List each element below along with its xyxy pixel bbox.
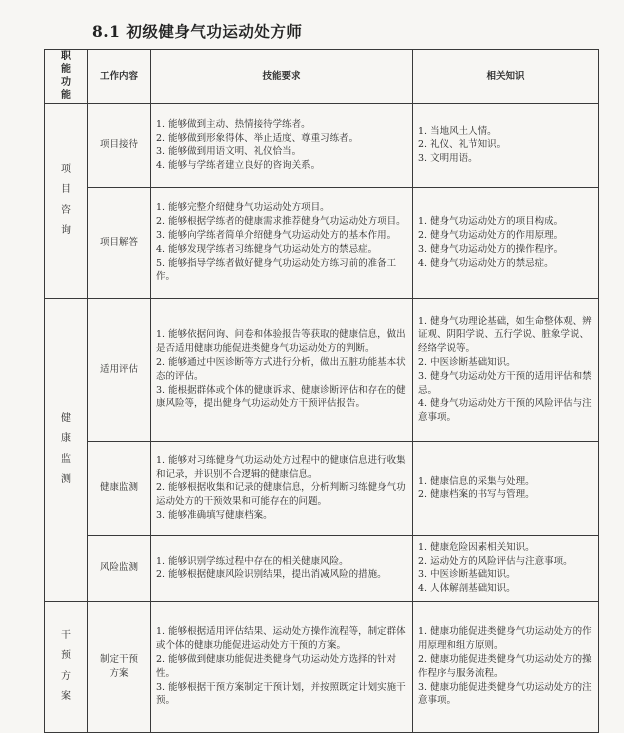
skill-item: 3. 能根据群体或个体的健康诉求、健康诊断评估和存在的健康风险等，提出健身气功运动处方干预评估报告。 xyxy=(156,384,406,410)
skills-cell xyxy=(151,103,413,187)
knowledge-item: 3. 文明用语。 xyxy=(418,153,478,165)
table-row xyxy=(45,103,599,187)
table-row xyxy=(45,601,599,732)
header-content: 工作内容 xyxy=(88,50,151,104)
skills-cell xyxy=(151,601,413,732)
content-cell: 项目接待 xyxy=(88,103,151,187)
page-title: 8.1 初级健身气功运动处方师 xyxy=(92,22,303,41)
skills-cell xyxy=(151,187,413,298)
knowledge-cell xyxy=(413,441,599,535)
skill-item: 2. 能够根据健康风险识别结果，提出消减风险的措施。 xyxy=(156,569,387,581)
skills-cell xyxy=(151,441,413,535)
knowledge-item: 1. 健康信息的采集与处理。 xyxy=(418,475,535,487)
knowledge-item: 1. 健身气功理论基础，如生命整体观、辨证观、阴阳学说、五行学说、脏象学说、经络学说等。 xyxy=(418,315,592,355)
header-knowledge: 相关知识 xyxy=(413,50,599,104)
skill-item: 2. 能够根据学练者的健康需求推荐健身气功运动处方项目。 xyxy=(156,216,406,228)
knowledge-item: 2. 健康功能促进类健身气功运动处方的操作程序与服务流程。 xyxy=(418,654,592,679)
header-function: 职能功能 xyxy=(45,50,88,104)
skill-item: 2. 能够做到形象得体、举止适度、尊重习练者。 xyxy=(156,132,359,144)
knowledge-item: 2. 健身气功运动处方的作用原理。 xyxy=(418,230,564,241)
knowledge-item: 2. 运动处方的风险评估与注意事项。 xyxy=(418,555,573,567)
knowledge-cell xyxy=(413,601,599,732)
skill-item: 2. 能够根据收集和记录的健康信息，分析判断习练健身气功运动处方的干预效果和可能存在的问题。 xyxy=(156,482,406,508)
knowledge-item: 2. 中医诊断基础知识。 xyxy=(418,357,516,368)
skill-item: 3. 能够根据干预方案制定干预计划，并按照既定计划实施干预。 xyxy=(156,681,406,707)
function-cell: 干预方案 xyxy=(45,601,88,732)
knowledge-item: 1. 健康功能促进类健身气功运动处方的作用原理和组方原则。 xyxy=(418,626,592,652)
skill-item: 1. 能够根据适用评估结果、运动处方操作流程等，制定群体或个体的健康功能促进运动处方干预的方案。 xyxy=(156,626,406,652)
skill-item: 5. 能够指导学练者做好健身气功运动处方练习前的准备工作。 xyxy=(156,257,397,283)
content-cell: 风险监测 xyxy=(88,535,151,601)
skill-item: 1. 能够对习练健身气功运动处方过程中的健康信息进行收集和记录，并识别不合逻辑的健康信息。 xyxy=(156,454,406,480)
header-skills: 技能要求 xyxy=(151,50,413,104)
content-cell: 制定干预方案 xyxy=(88,601,151,732)
knowledge-item: 4. 人体解剖基础知识。 xyxy=(418,583,516,595)
table-row xyxy=(45,298,599,441)
knowledge-item: 3. 健身气功运动处方的操作程序。 xyxy=(418,243,564,255)
knowledge-item: 4. 健身气功运动处方干预的风险评估与注意事项。 xyxy=(418,398,592,424)
content-cell: 项目解答 xyxy=(88,187,151,298)
knowledge-item: 3. 健康功能促进类健身气功运动处方的注意事项。 xyxy=(418,681,592,707)
knowledge-item: 1. 当地风土人情。 xyxy=(418,125,497,137)
knowledge-item: 2. 健康档案的书写与管理。 xyxy=(418,489,535,501)
skills-cell xyxy=(151,535,413,601)
knowledge-item: 3. 中医诊断基础知识。 xyxy=(418,569,516,581)
skill-item: 2. 能够做到健康功能促进类健身气功运动处方选择的针对性。 xyxy=(156,654,397,679)
skill-item: 4. 能够与学练者建立良好的咨询关系。 xyxy=(156,160,321,172)
knowledge-item: 4. 健身气功运动处方的禁忌症。 xyxy=(418,257,554,269)
knowledge-item: 2. 礼仪、礼节知识。 xyxy=(418,139,507,151)
skill-item: 1. 能够识别学练过程中存在的相关健康风险。 xyxy=(156,555,349,567)
skill-item: 3. 能够向学练者简单介绍健身气功运动处方的基本作用。 xyxy=(156,230,397,241)
skill-item: 3. 能够准确填写健康档案。 xyxy=(156,509,273,521)
skill-item: 3. 能够做到用语文明、礼仪恰当。 xyxy=(156,146,302,158)
skill-item: 4. 能够发现学练者习练健身气功运动处方的禁忌症。 xyxy=(156,243,378,255)
skill-item: 1. 能够做到主动、热情接待学练者。 xyxy=(156,118,311,130)
occupation-skill-table xyxy=(44,49,599,733)
function-cell: 健康监测 xyxy=(45,298,88,601)
skill-item: 1. 能够完整介绍健身气功运动处方项目。 xyxy=(156,202,330,214)
table-header-row xyxy=(45,50,599,104)
skill-item: 1. 能够依据问询、问卷和体验报告等获取的健康信息，做出是否适用健康功能促进类健身气功运动处方的判断。 xyxy=(156,329,406,355)
table-row xyxy=(45,187,599,298)
skills-cell xyxy=(151,298,413,441)
knowledge-item: 3. 健身气功运动处方干预的适用评估和禁忌。 xyxy=(418,370,592,396)
knowledge-cell xyxy=(413,103,599,187)
table-row xyxy=(45,535,599,601)
content-cell: 适用评估 xyxy=(88,298,151,441)
knowledge-cell xyxy=(413,298,599,441)
skill-item: 2. 能够通过中医诊断等方式进行分析，做出五脏功能基本状态的评估。 xyxy=(156,357,406,382)
knowledge-cell xyxy=(413,187,599,298)
knowledge-item: 1. 健康危险因素相关知识。 xyxy=(418,541,535,553)
content-cell: 健康监测 xyxy=(88,441,151,535)
table-row xyxy=(45,441,599,535)
knowledge-item: 1. 健身气功运动处方的项目构成。 xyxy=(418,216,564,228)
knowledge-cell xyxy=(413,535,599,601)
function-cell: 项目咨询 xyxy=(45,103,88,298)
